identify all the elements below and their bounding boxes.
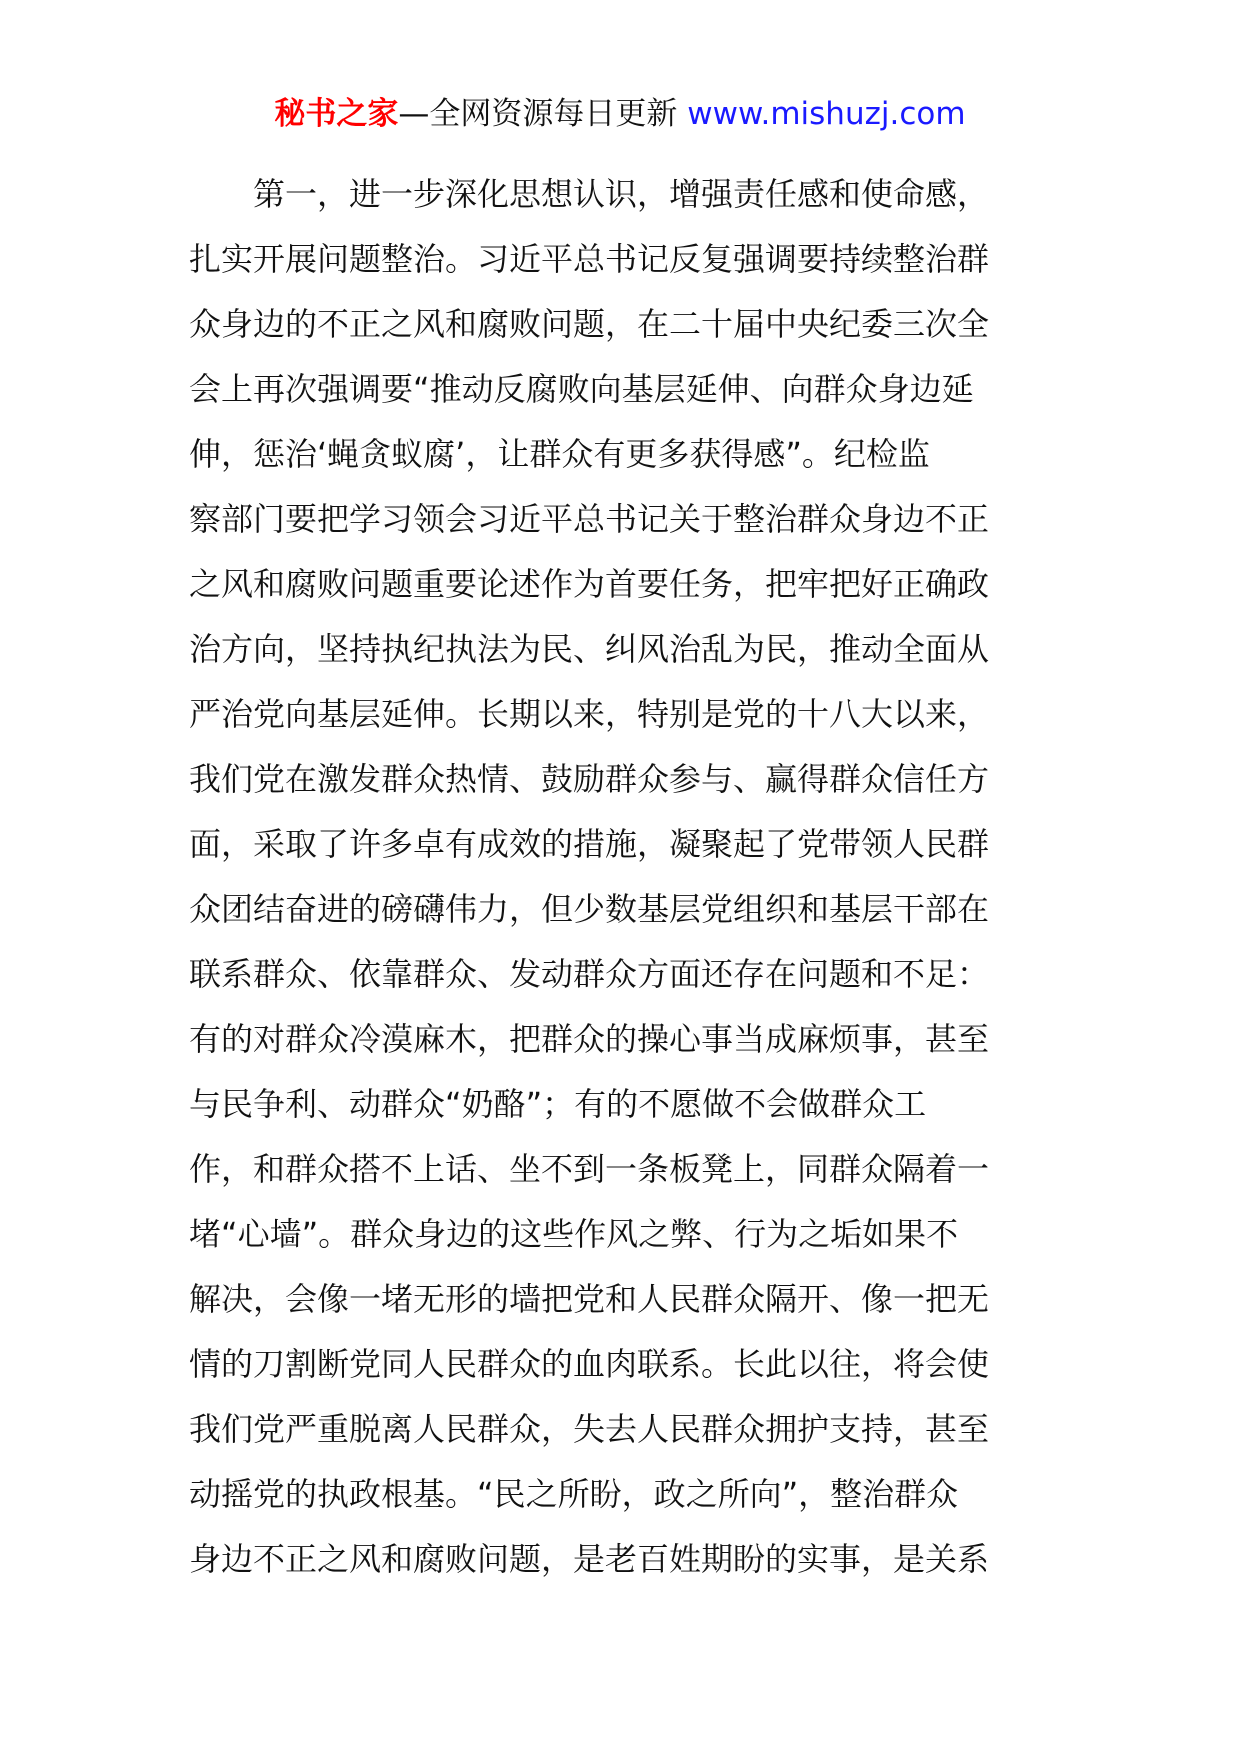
site-url-link[interactable]: www.mishuzj.com bbox=[677, 96, 966, 132]
paragraph-line: 第一，进一步深化思想认识，增强责任感和使命感， bbox=[253, 175, 990, 213]
paragraph-line: 伸，惩治‘蝇贪蚁腐’，让群众有更多获得感”。纪检监 bbox=[189, 435, 930, 473]
paragraph-line: 堵“心墙”。群众身边的这些作风之弊、行为之垢如果不 bbox=[189, 1215, 959, 1253]
document-paragraph bbox=[189, 162, 1059, 1592]
paragraph-line: 身边不正之风和腐败问题，是老百姓期盼的实事，是关系 bbox=[189, 1540, 990, 1578]
paragraph-line: 作，和群众搭不上话、坐不到一条板凳上，同群众隔着一 bbox=[189, 1150, 990, 1188]
paragraph-line: 情的刀割断党同人民群众的血肉联系。长此以往，将会使 bbox=[189, 1345, 990, 1383]
paragraph-line: 治方向，坚持执纪执法为民、纠风治乱为民，推动全面从 bbox=[189, 630, 990, 668]
paragraph-line: 解决，会像一堵无形的墙把党和人民群众隔开、像一把无 bbox=[189, 1280, 990, 1318]
paragraph-line: 与民争利、动群众“奶酪”；有的不愿做不会做群众工 bbox=[189, 1085, 927, 1123]
paragraph-line: 我们党严重脱离人民群众，失去人民群众拥护支持，甚至 bbox=[189, 1410, 990, 1448]
paragraph-line: 察部门要把学习领会习近平总书记关于整治群众身边不正 bbox=[189, 500, 990, 538]
paragraph-line: 我们党在激发群众热情、鼓励群众参与、赢得群众信任方 bbox=[189, 760, 990, 798]
paragraph-line: 动摇党的执政根基。“民之所盼，政之所向”，整治群众 bbox=[189, 1475, 959, 1513]
paragraph-line: 众身边的不正之风和腐败问题，在二十届中央纪委三次全 bbox=[189, 305, 990, 343]
site-brand-name: 秘书之家 bbox=[274, 96, 399, 132]
paragraph-line: 严治党向基层延伸。长期以来，特别是党的十八大以来， bbox=[189, 695, 990, 733]
paragraph-line: 之风和腐败问题重要论述作为首要任务，把牢把好正确政 bbox=[189, 565, 990, 603]
paragraph-line: 扎实开展问题整治。习近平总书记反复强调要持续整治群 bbox=[189, 240, 990, 278]
paragraph-line: 众团结奋进的磅礴伟力，但少数基层党组织和基层干部在 bbox=[189, 890, 990, 928]
paragraph-line: 有的对群众冷漠麻木，把群众的操心事当成麻烦事，甚至 bbox=[189, 1020, 990, 1058]
paragraph-line: 会上再次强调要“推动反腐败向基层延伸、向群众身边延 bbox=[189, 370, 974, 408]
site-header bbox=[0, 94, 1240, 134]
paragraph-line: 联系群众、依靠群众、发动群众方面还存在问题和不足： bbox=[189, 955, 990, 993]
paragraph-line: 面，采取了许多卓有成效的措施，凝聚起了党带领人民群 bbox=[189, 825, 990, 863]
site-tagline: —全网资源每日更新 bbox=[398, 96, 678, 132]
